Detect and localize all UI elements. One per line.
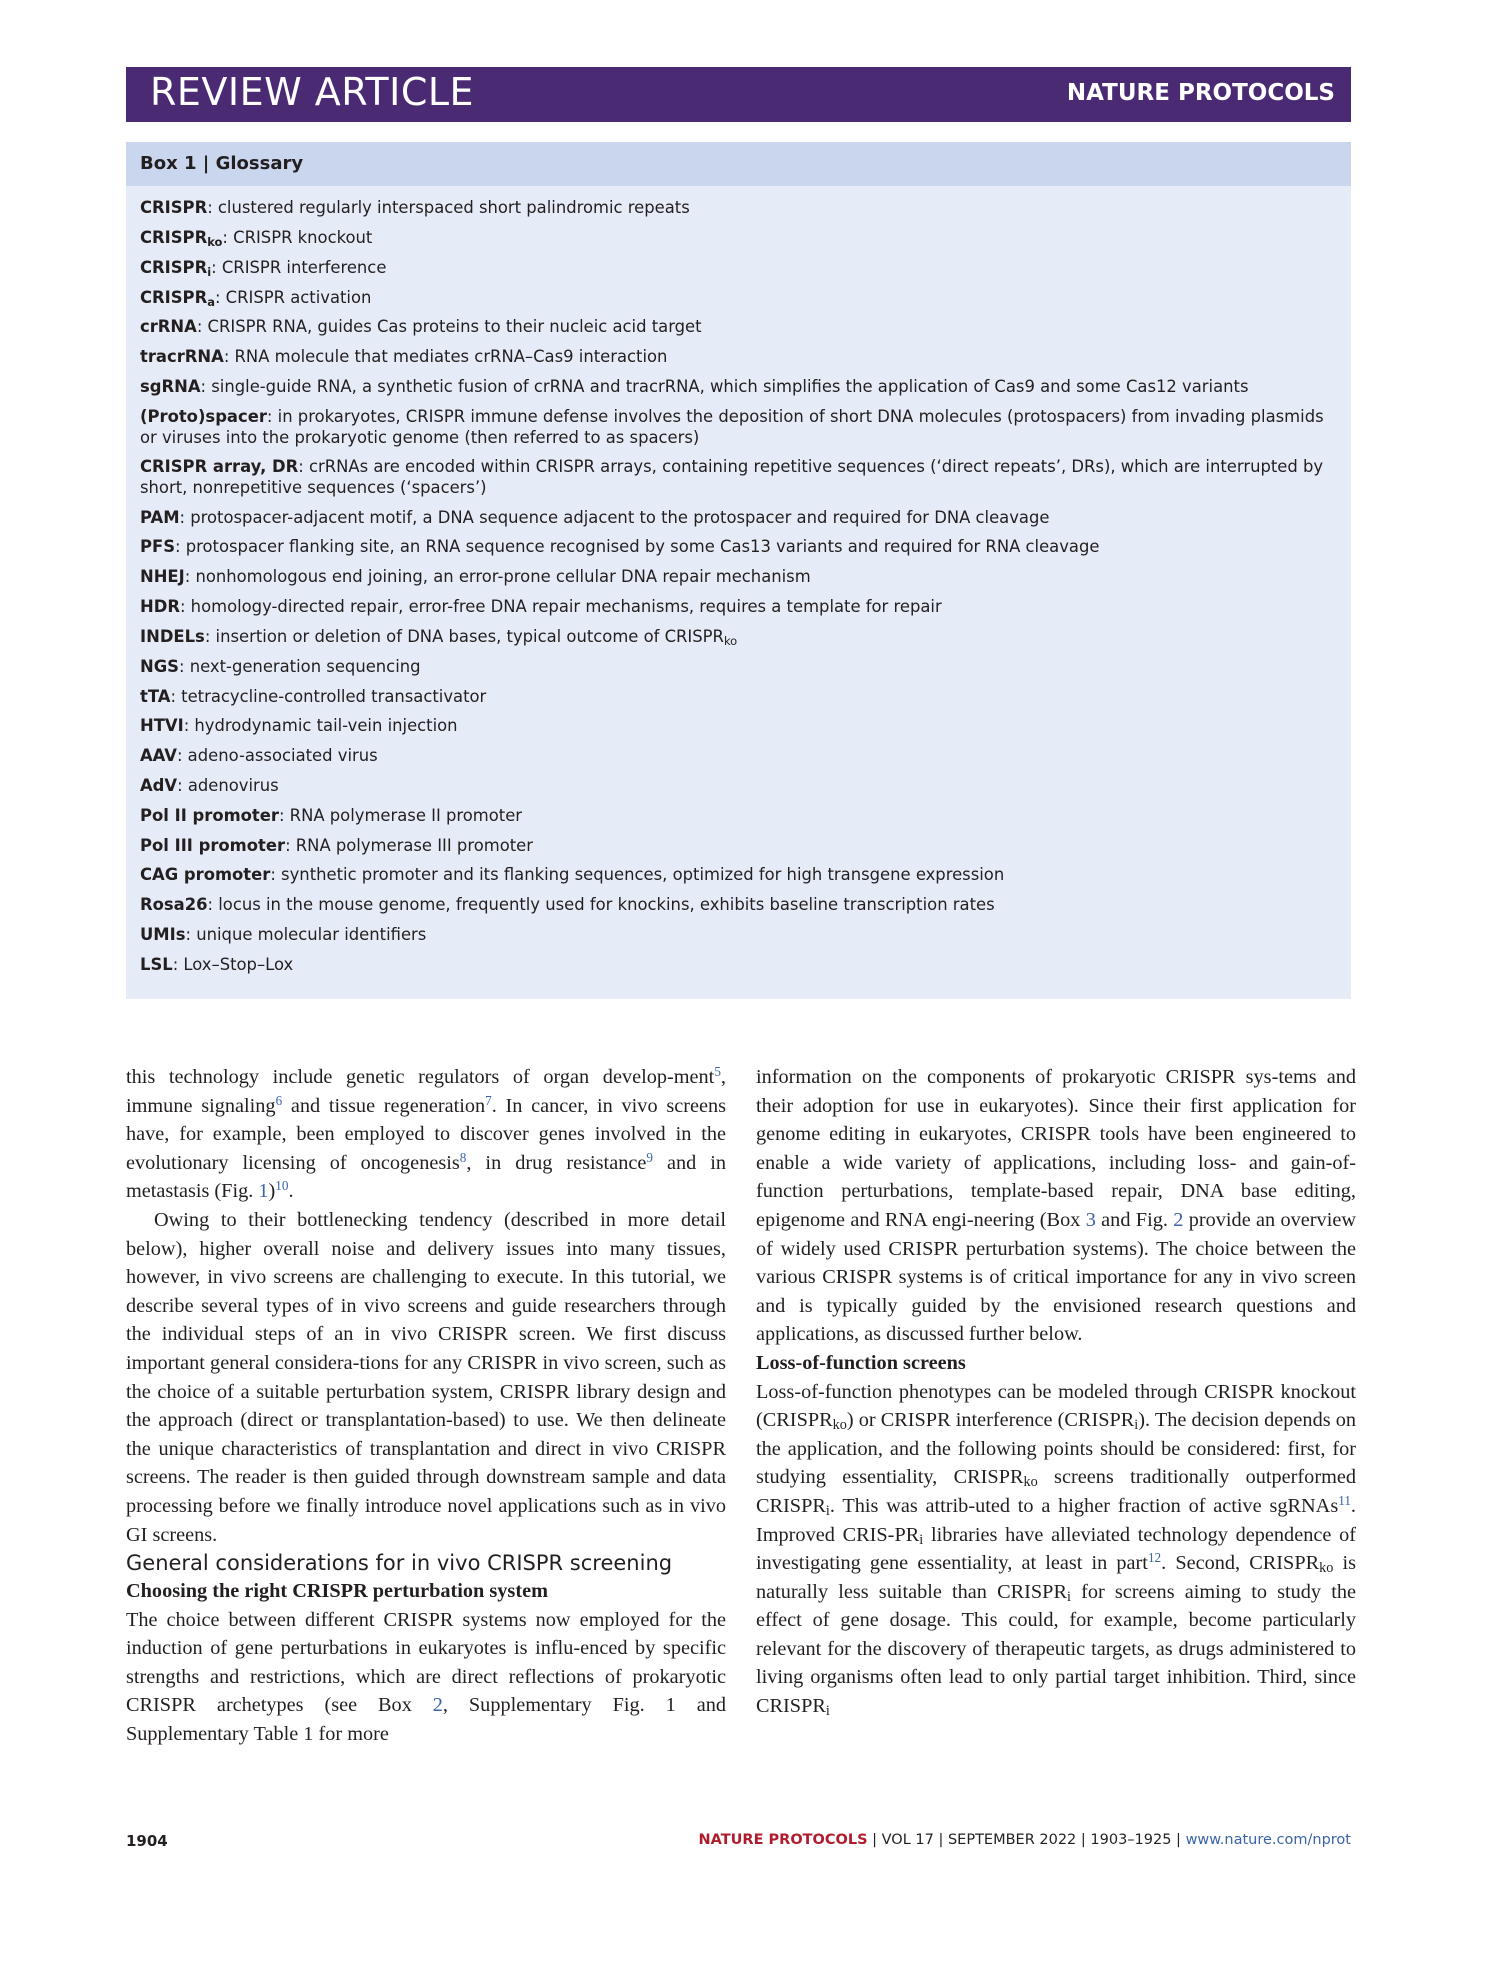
left-column (126, 1063, 726, 1749)
glossary-entry: UMIs: unique molecular identifiers (140, 925, 427, 944)
glossary-entry: INDELs: insertion or deletion of DNA bases, typical outcome of $CRISPR_{ko}$ (140, 627, 738, 648)
paragraph-components: information on the components of prokaryotic CRISPR sys-tems and their adoption for use in eukaryotes). Since their first application for genome editing in eukaryotes, CRISPR tools have been engineered to enable a wide variety of applications, including loss- and gain-of-function perturbations, template-based repair, DNA base editing, epigenome and RNA engi-neering (Box 3 and Fig. 2 provide an overview of widely used CRISPR perturbation systems). The choice between the various CRISPR systems is of critical importance for any in vivo screen and is typically guided by the envisioned research questions and applications, as discussed further below. (756, 1066, 1356, 1346)
subsection-heading: Loss-of-function screens (756, 1351, 966, 1374)
glossary-entry: sgRNA: single-guide RNA, a synthetic fusion of crRNA and tracrRNA, which simplifies the application of Cas9 and some Cas12 variants (140, 377, 1249, 396)
section-heading: General considerations for in vivo CRISPR screening (126, 1551, 673, 1576)
paragraph-choice: The choice between different CRISPR systems now employed for the induction of gene perturbations in eukaryotes is influ-enced by specific strengths and restrictions, which are direct reflections of prokaryotic CRISPR archetypes (see Box 2, Supplementary Fig. 1 and Supplementary Table 1 for more (126, 1608, 726, 1746)
journal-url[interactable]: www.nature.com/nprot (1185, 1832, 1351, 1848)
footer-journal: NATURE PROTOCOLS (698, 1832, 868, 1848)
paragraph-intro: this technology include genetic regulators of organ develop-ment$^5$, immune signaling$^6$ and tissue regeneration$^7$. In cancer, in vivo screens have, for example, been employed to discover genes involved in the evolutionary licensing of oncogenesis$^8$, in drug resistance$^9$ and in metastasis (Fig. 1)$^{10}$. (126, 1064, 726, 1203)
glossary-entry: PAM: protospacer-adjacent motif, a DNA sequence adjacent to the protospacer and required for DNA cleavage (140, 508, 1050, 527)
glossary-entry: (Proto)spacer: in prokaryotes, CRISPR immune defense involves the deposition of short DNA molecules (protospacers) from invading plasmids or viruses into the prokaryotic genome (then referred to as spacers) (140, 407, 1324, 447)
citation-ref[interactable]: 7 (485, 1092, 492, 1108)
paragraph-loss-of-function: Loss-of-function phenotypes can be modeled through CRISPR knockout $(CRISPR_{ko})$ or CRISPR interference $(CRISPR_i)$. The decision depends on the application, and the following points should be considered: first, for studying essentiality, $CRISPR_{ko}$ screens traditionally outperformed $CRISPR_i$. This was attrib-uted to a higher fraction of active sgRNAs$^{11}$. Improved CRIS-$PR_i$ libraries have alleviated technology dependence of investigating gene essentiality, at least in part$^{12}$. Second, $CRISPR_{ko}$ is naturally less suitable than $CRISPR_i$ for screens aiming to study the effect of gene dosage. This could, for example, become particularly relevant for the discovery of therapeutic targets, as drugs administered to living organisms often lead to only partial target inhibition. Third, since $CRISPR_i$ (756, 1380, 1356, 1720)
glossary-box (126, 142, 1351, 999)
glossary-entry: HTVI: hydrodynamic tail-vein injection (140, 716, 458, 735)
glossary-entry: tTA: tetracycline-controlled transactivator (140, 687, 487, 706)
figure-link[interactable]: 1 (258, 1180, 269, 1203)
footer-citation (699, 1832, 1351, 1848)
journal-name: NATURE PROTOCOLS (1066, 80, 1335, 106)
glossary-entry: AdV: adenovirus (140, 776, 279, 795)
citation-ref[interactable]: 5 (714, 1064, 721, 1079)
glossary-entry: NHEJ: nonhomologous end joining, an error-prone cellular DNA repair mechanism (140, 567, 811, 586)
glossary-title: Box 1 | Glossary (126, 142, 1351, 186)
glossary-entry: NGS: next-generation sequencing (140, 657, 421, 676)
glossary-entry: HDR: homology-directed repair, error-free DNA repair mechanisms, requires a template for repair (140, 597, 942, 616)
citation-ref[interactable]: 9 (646, 1149, 653, 1165)
glossary-entry: $CRISPR_a$: CRISPR activation (140, 288, 372, 309)
citation-ref[interactable]: 6 (275, 1092, 283, 1108)
glossary-entry: Rosa26: locus in the mouse genome, frequently used for knockins, exhibits baseline transcription rates (140, 895, 995, 914)
paragraph-tutorial: Owing to their bottlenecking tendency (described in more detail below), higher overall noise and delivery issues into many tissues, however, in vivo screens are challenging to execute. In this tutorial, we describe several types of in vivo screens and guide researchers through the individual steps of an in vivo CRISPR screen. We first discuss important general considera-tions for any CRISPR in vivo screen, such as the choice of a suitable perturbation system, CRISPR library design and the approach (direct or transplantation-based) to use. We then delineate the unique characteristics of transplantation and direct in vivo CRISPR screens. The reader is then guided through downstream sample and data processing before we finally introduce novel applications such as in vivo GI screens. (126, 1208, 726, 1546)
glossary-entry: CRISPR: clustered regularly interspaced short palindromic repeats (140, 198, 690, 217)
glossary-entry: $CRISPR_i$: CRISPR interference (140, 258, 387, 279)
glossary-entry: PFS: protospacer flanking site, an RNA sequence recognised by some Cas13 variants and required for RNA cleavage (140, 537, 1100, 556)
figure-link[interactable]: 2 (1173, 1208, 1184, 1231)
right-column (756, 1063, 1356, 1721)
citation-ref[interactable]: 12 (1147, 1550, 1162, 1566)
citation-ref[interactable]: 8 (459, 1149, 467, 1165)
subsection-heading: Choosing the right CRISPR perturbation system (126, 1580, 548, 1603)
citation-ref[interactable]: 10 (275, 1178, 289, 1194)
glossary-entry: $CRISPR_{ko}$: CRISPR knockout (140, 228, 373, 249)
glossary-entry: LSL: Lox–Stop–Lox (140, 955, 294, 974)
glossary-entry: CRISPR array, DR: crRNAs are encoded within CRISPR arrays, containing repetitive sequences (‘direct repeats’, DRs), which are interrupted by short, nonrepetitive sequences (‘spacers’) (140, 457, 1324, 497)
header-bar (126, 67, 1351, 122)
glossary-entry: CAG promoter: synthetic promoter and its flanking sequences, optimized for high transgene expression (140, 865, 1005, 884)
box-link[interactable]: 3 (1085, 1208, 1096, 1231)
glossary-entry: Pol II promoter: RNA polymerase II promoter (140, 806, 523, 825)
glossary-entry: Pol III promoter: RNA polymerase III promoter (140, 836, 533, 855)
glossary-entry: crRNA: CRISPR RNA, guides Cas proteins to their nucleic acid target (140, 317, 702, 336)
citation-ref[interactable]: 11 (1338, 1492, 1351, 1508)
glossary-entry: AAV: adeno-associated virus (140, 746, 378, 765)
glossary-entry: tracrRNA: RNA molecule that mediates crRNA–Cas9 interaction (140, 347, 668, 366)
article-type: REVIEW ARTICLE (150, 70, 475, 114)
box-link[interactable]: 2 (432, 1694, 443, 1717)
page-number: 1904 (126, 1832, 168, 1850)
footer-volume: | VOL 17 | SEPTEMBER 2022 | 1903–1925 | (867, 1832, 1186, 1848)
